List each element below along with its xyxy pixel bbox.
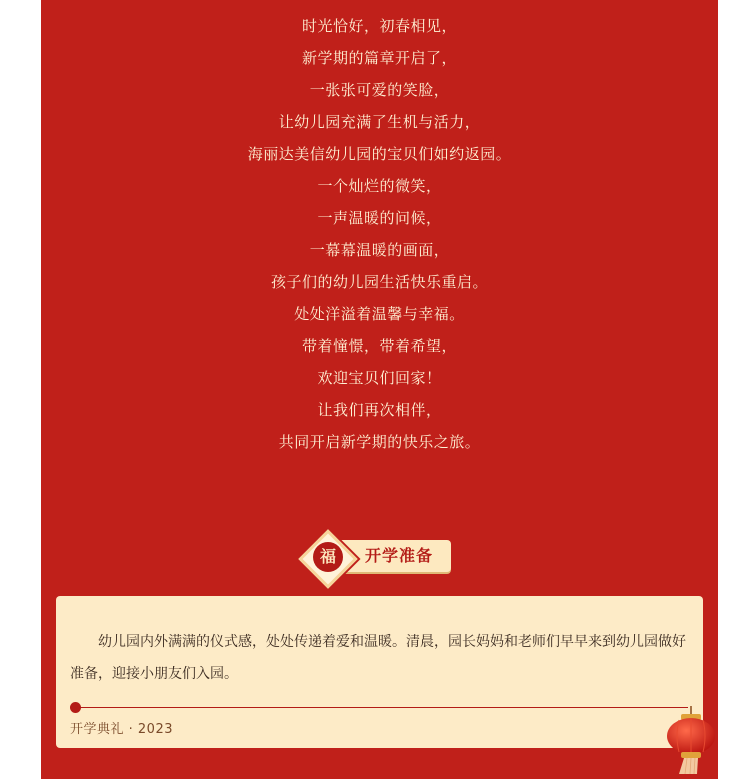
lantern-icon: [657, 706, 717, 776]
poem-line: 让我们再次相伴，: [317, 401, 442, 419]
divider-line: [76, 707, 688, 708]
poem: [41, 12, 718, 460]
section-title: 开学准备: [365, 546, 434, 565]
poem-line: 一幕幕温暖的画面，: [309, 241, 450, 259]
poem-line: 处处洋溢着温馨与幸福。: [294, 305, 465, 323]
section-header: [303, 536, 473, 582]
divider-dot-icon: [70, 702, 81, 713]
poem-line: 让幼儿园充满了生机与活力，: [278, 113, 481, 131]
poem-line: 欢迎宝贝们回家！: [317, 369, 442, 387]
poem-line: 时光恰好，初春相见，: [301, 17, 457, 35]
card-footer: 开学典礼 · 2023: [70, 722, 173, 737]
poem-line: 带着憧憬，带着希望，: [301, 337, 457, 355]
poem-line: 新学期的篇章开启了，: [301, 49, 457, 67]
poem-line: 孩子们的幼儿园生活快乐重启。: [270, 273, 488, 291]
content-card: [56, 596, 703, 748]
page-panel: [41, 0, 718, 779]
card-paragraph: 幼儿园内外满满的仪式感，处处传递着爱和温暖。清晨，园长妈妈和老师们早早来到幼儿园做好准备，迎接小朋友们入园。: [70, 634, 686, 682]
poem-line: 海丽达美信幼儿园的宝贝们如约返园。: [247, 145, 512, 163]
fu-badge: 福: [313, 542, 343, 572]
poem-line: 一声温暖的问候，: [317, 209, 442, 227]
poem-line: 共同开启新学期的快乐之旅。: [278, 433, 481, 451]
poem-line: 一个灿烂的微笑，: [317, 177, 442, 195]
poem-line: 一张张可爱的笑脸，: [309, 81, 450, 99]
